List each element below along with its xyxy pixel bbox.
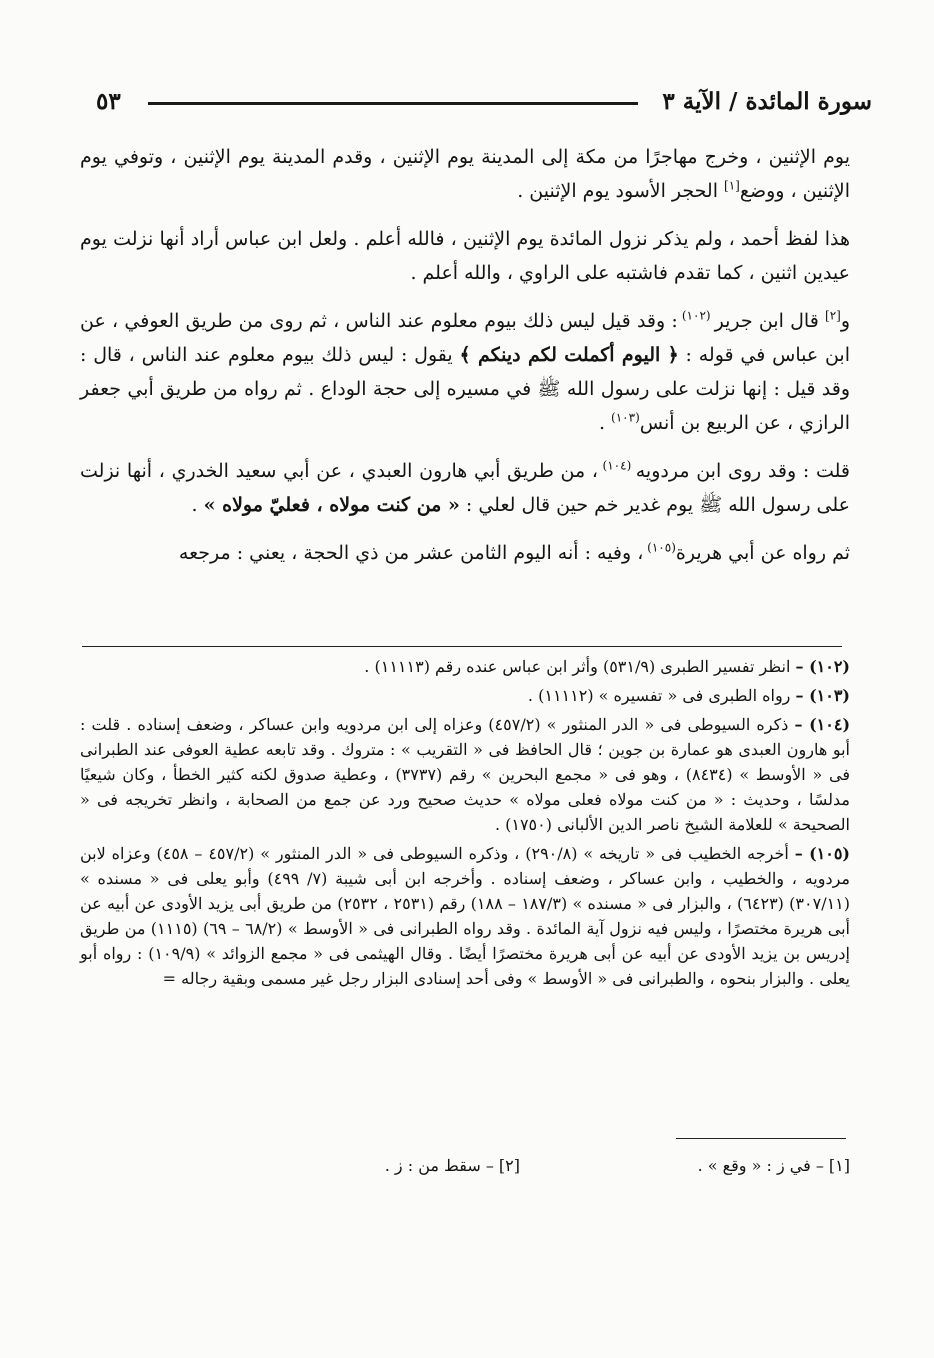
note-marker-1: [١]: [724, 178, 740, 193]
footnotes: [80, 654, 850, 995]
header-rule: [148, 102, 638, 105]
footnote-104: [80, 712, 850, 837]
paragraph-2: هذا لفظ أحمد ، ولم يذكر نزول المائدة يوم الإثنين ، فالله أعلم . ولعل ابن عباس أراد أنها نزلت يوم عيدين اثنين ، كما تقدم فاشتبه على الراوي ، والله أعلم .: [80, 228, 850, 284]
paragraph-3-text-c: يقول : ليس ذلك بيوم معلوم عند الناس ، قال : وقد قيل : إنها نزلت على رسول الله ﷺ في مسيره إلى حجة الوداع . ثم رواه من طريق أبي جعفر الرازي ، عن الربيع بن أنس: [80, 344, 850, 434]
footnote-text: أخرجه الخطيب فى « تاريخه » (٢٩٠/٨) ، وذكره السيوطى فى « الدر المنثور » (٤٥٧/٢ – ٤٥٨) وعزاه لابن مردويه ، والخطيب ، وابن عساكر ، وضعف إسناده . وأخرجه ابن أبى شيبة (٧/ ٤٩٩) وأبو يعلى فى « مسنده » (٣٠٧/١١) (٦٤٢٣) ، والبزار فى « مسنده » (١٨٧/٣ – ١٨٨) رقم (٢٥٣١ ، ٢٥٣٢) من طريق أبى يزيد الأودى عن أبيه عن أبى هريرة مختصرًا ، وليس فيه نزول آية المائدة . وقد رواه الطبرانى فى « الأوسط » (٦٨/٢ – ٦٩) (١١١٥) من طريق إدريس بن يزيد الأودى عن أبيه عن أبى هريرة مختصرًا أيضًا . وقال الهيثمى فى « مجمع الزوائد » (١٠٩/٩) : رواه أبو يعلى . والبزار بنحوه ، والطبرانى فى « الأوسط » وفى أحد إسنادى البزار رجل غير مسمى وبقية رجاله =: [80, 844, 851, 988]
paragraph-5: [80, 536, 850, 570]
footnote-105: [80, 841, 850, 991]
paragraph-5-text-a: ثم رواه عن أبي هريرة: [675, 542, 850, 564]
paragraph-1-text-a: يوم الإثنين ، وخرج مهاجرًا من مكة إلى المدينة يوم الإثنين ، وقدم المدينة يوم الإثنين ، وتوفي يوم الإثنين ، ووضع: [80, 146, 850, 202]
quran-verse: ﴿ اليوم أكملت لكم دينكم ﴾: [459, 344, 679, 366]
footnote-text: انظر تفسير الطبرى (٥٣١/٩) وأثر ابن عباس عنده رقم (١١١١٣) .: [364, 657, 791, 676]
paragraph-3-lead: و: [840, 310, 851, 332]
footnote-number: (١٠٥) –: [794, 844, 850, 863]
paragraph-4-text-a: قلت : وقد روى ابن مردويه: [635, 460, 850, 482]
note-marker-2: [٢]: [825, 308, 841, 323]
footnote-ref-103: (١٠٣): [611, 410, 640, 425]
paragraph-3-text-a: قال ابن جرير: [714, 310, 826, 332]
footnote-103: [80, 683, 850, 708]
footnote-separator: [82, 646, 842, 647]
footnote-text: رواه الطبرى فى « تفسيره » (١١١١٢) .: [527, 686, 791, 705]
paragraph-4-text-c: .: [191, 494, 204, 516]
paragraph-5-text-b: ، وفيه : أنه اليوم الثامن عشر من ذي الحجة ، يعني : مرجعه: [178, 542, 644, 564]
textual-apparatus: [290, 1156, 850, 1186]
apparatus-note-2: [٢] – سقط من : ز .: [384, 1156, 520, 1175]
apparatus-separator: [676, 1138, 846, 1139]
apparatus-note-1: [١] – في ز : « وقع » .: [697, 1156, 850, 1175]
footnote-number: (١٠٢) –: [795, 657, 850, 676]
footnote-number: (١٠٤) –: [794, 715, 851, 734]
running-title: سورة المائدة / الآية ٣: [662, 88, 872, 115]
paragraph-4: [80, 454, 850, 522]
paragraph-3: [80, 304, 850, 440]
paragraph-1: [80, 140, 850, 208]
page-header: [96, 82, 872, 126]
paragraph-1-text-b: الحجر الأسود يوم الإثنين .: [517, 180, 725, 202]
footnote-ref-102: (١٠٢): [677, 308, 715, 323]
paragraph-4-text-b: ، من طريق أبي هارون العبدي ، عن أبي سعيد الخدري ، أنها نزلت على رسول الله ﷺ يوم غدير خم حين قال لعلي :: [80, 460, 850, 516]
footnote-number: (١٠٣) –: [795, 686, 850, 705]
footnote-ref-105: (١٠٥): [643, 540, 676, 555]
footnote-ref-104: (١٠٤): [598, 458, 636, 473]
paragraph-3-text-d: .: [598, 412, 612, 434]
paragraph-3-text-b: : وقد قيل ليس ذلك بيوم معلوم عند الناس ، ثم روى من طريق العوفي ، عن ابن عباس في قوله :: [80, 310, 850, 366]
footnote-102: [80, 654, 850, 679]
footnote-text: ذكره السيوطى فى « الدر المنثور » (٤٥٧/٢) وعزاه إلى ابن مردويه وابن عساكر ، وضعف إسناده . قلت : أبو هارون العبدى هو عمارة بن جوين ؛ قال الحافظ فى « التقريب » : متروك . وقد تابعه عطية العوفى عند الطبرانى فى « الأوسط » (٨٤٣٤) ، وهو فى « مجمع البحرين » رقم (٣٧٣٧) ، وعطية صدوق لكنه كثير الخطأ ، وكان شيعيًا مدلسًا ، وحديث : « من كنت مولاه فعلى مولاه » حديث صحيح ورد عن جمع من الصحابة ، وانظر تخريجه فى « الصحيحة » للعلامة الشيخ ناصر الدين الألبانى (١٧٥٠) .: [80, 715, 850, 834]
hadith-quote: « من كنت مولاه ، فعليّ مولاه »: [203, 494, 460, 516]
page-number: ٥٣: [96, 88, 121, 115]
main-text: [80, 140, 850, 584]
